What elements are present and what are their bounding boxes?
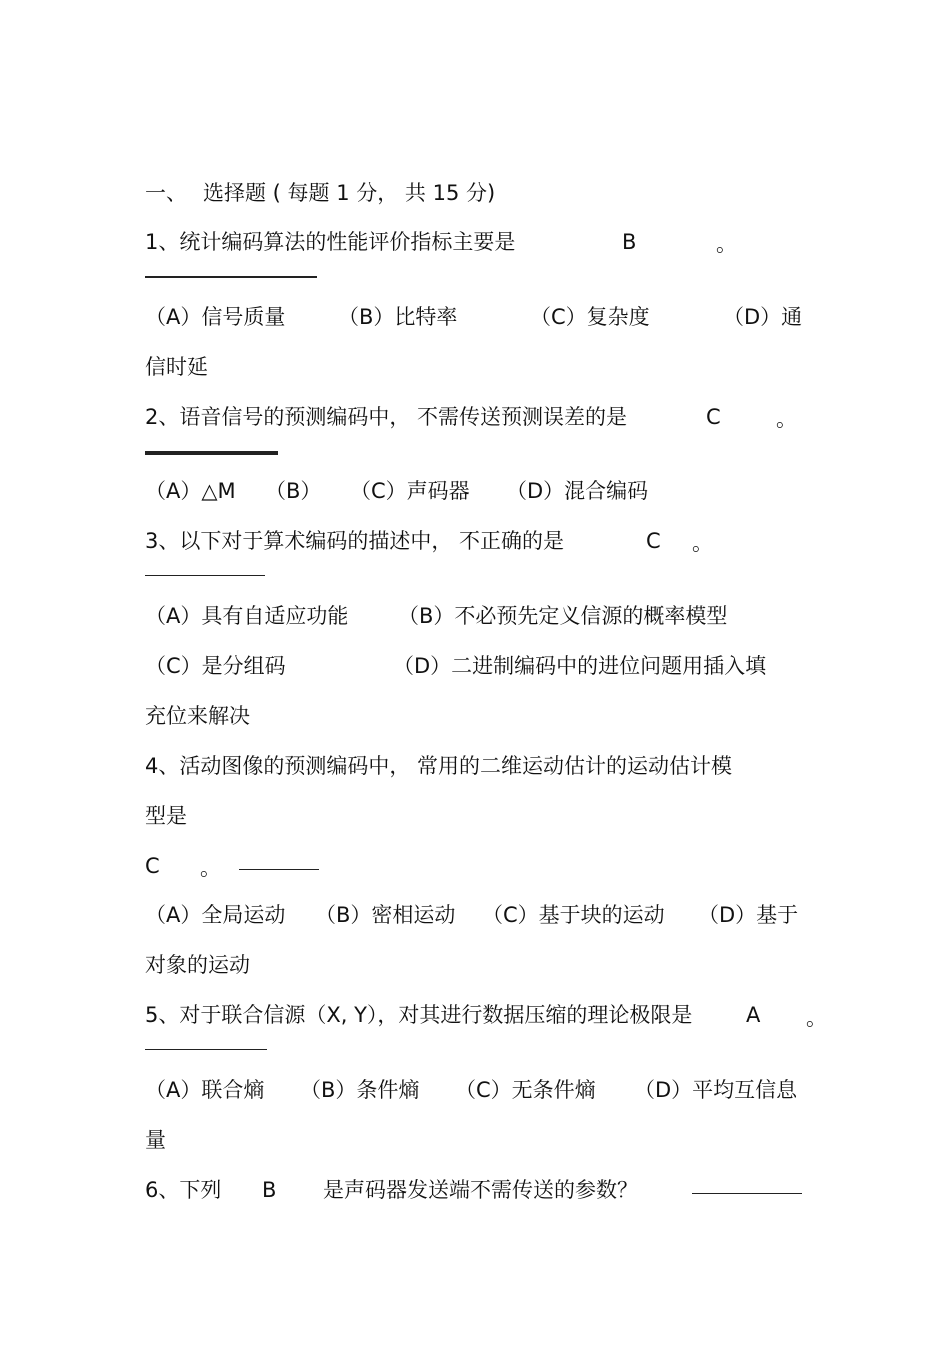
- question-1-end: 。: [716, 232, 737, 256]
- question-1-stem: 1、统计编码算法的性能评价指标主要是: [145, 230, 516, 254]
- question-3-option-c: （C）是分组码: [145, 654, 286, 678]
- question-4-wrap: 对象的运动: [145, 953, 250, 977]
- question-3-option-d: （D）二进制编码中的进位问题用插入填: [393, 654, 767, 678]
- question-3-end: 。: [692, 531, 713, 555]
- answer-underline: [692, 1193, 802, 1194]
- question-4-option-d: （D）基于: [698, 903, 799, 927]
- question-3-stem: 3、以下对于算术编码的描述中， 不正确的是: [145, 529, 565, 553]
- question-4-option-a: （A）全局运动: [145, 903, 286, 927]
- question-2-end: 。: [776, 407, 797, 431]
- question-2-stem: 2、语音信号的预测编码中， 不需传送预测误差的是: [145, 405, 628, 429]
- question-5-wrap: 量: [145, 1128, 166, 1152]
- question-5-option-d: （D）平均互信息: [634, 1078, 798, 1102]
- question-1-answer: B: [622, 230, 637, 254]
- question-2-option-d: （D）混合编码: [506, 479, 649, 503]
- question-5-option-a: （A）联合熵: [145, 1078, 265, 1102]
- question-3-option-a: （A）具有自适应功能: [145, 604, 349, 628]
- question-1-option-c: （C）复杂度: [530, 305, 650, 329]
- question-1-option-d: （D）通: [723, 305, 803, 329]
- question-6-stem: 6、下列: [145, 1178, 222, 1202]
- answer-underline: [145, 1049, 267, 1050]
- question-4-option-b: （B）密相运动: [315, 903, 456, 927]
- question-1-option-a: （A）信号质量: [145, 305, 286, 329]
- question-4-answer: C: [145, 854, 160, 878]
- question-3-wrap: 充位来解决: [145, 704, 250, 728]
- question-3-answer: C: [646, 529, 661, 553]
- question-5-end: 。: [806, 1006, 827, 1030]
- question-5-answer: A: [746, 1003, 761, 1027]
- question-2-option-a: （A）△M: [145, 479, 236, 503]
- question-5-stem: 5、对于联合信源（X, Y），对其进行数据压缩的理论极限是: [145, 1003, 693, 1027]
- question-2-option-c: （C）声码器: [350, 479, 470, 503]
- answer-underline: [145, 451, 278, 455]
- question-2-answer: C: [706, 405, 721, 429]
- section-title: 选择题 ( 每题 1 分， 共 15 分): [203, 181, 496, 205]
- question-6-stem-after: 是声码器发送端不需传送的参数？: [323, 1178, 638, 1202]
- question-5-option-c: （C）无条件熵: [455, 1078, 596, 1102]
- question-4-stem: 4、活动图像的预测编码中， 常用的二维运动估计的运动估计模: [145, 754, 733, 778]
- question-4-end: 。: [200, 856, 221, 880]
- question-1-wrap: 信时延: [145, 355, 208, 379]
- answer-underline: [239, 869, 319, 870]
- question-5-option-b: （B）条件熵: [300, 1078, 420, 1102]
- section-number: 一、: [145, 181, 187, 205]
- answer-underline: [145, 575, 265, 576]
- answer-underline: [145, 276, 317, 278]
- question-1-option-b: （B）比特率: [338, 305, 458, 329]
- question-4-option-c: （C）基于块的运动: [482, 903, 665, 927]
- question-6-answer: B: [262, 1178, 277, 1202]
- question-4-stem-wrap: 型是: [145, 804, 187, 828]
- question-2-option-b: （B）: [265, 479, 322, 503]
- question-3-option-b: （B）不必预先定义信源的概率模型: [398, 604, 728, 628]
